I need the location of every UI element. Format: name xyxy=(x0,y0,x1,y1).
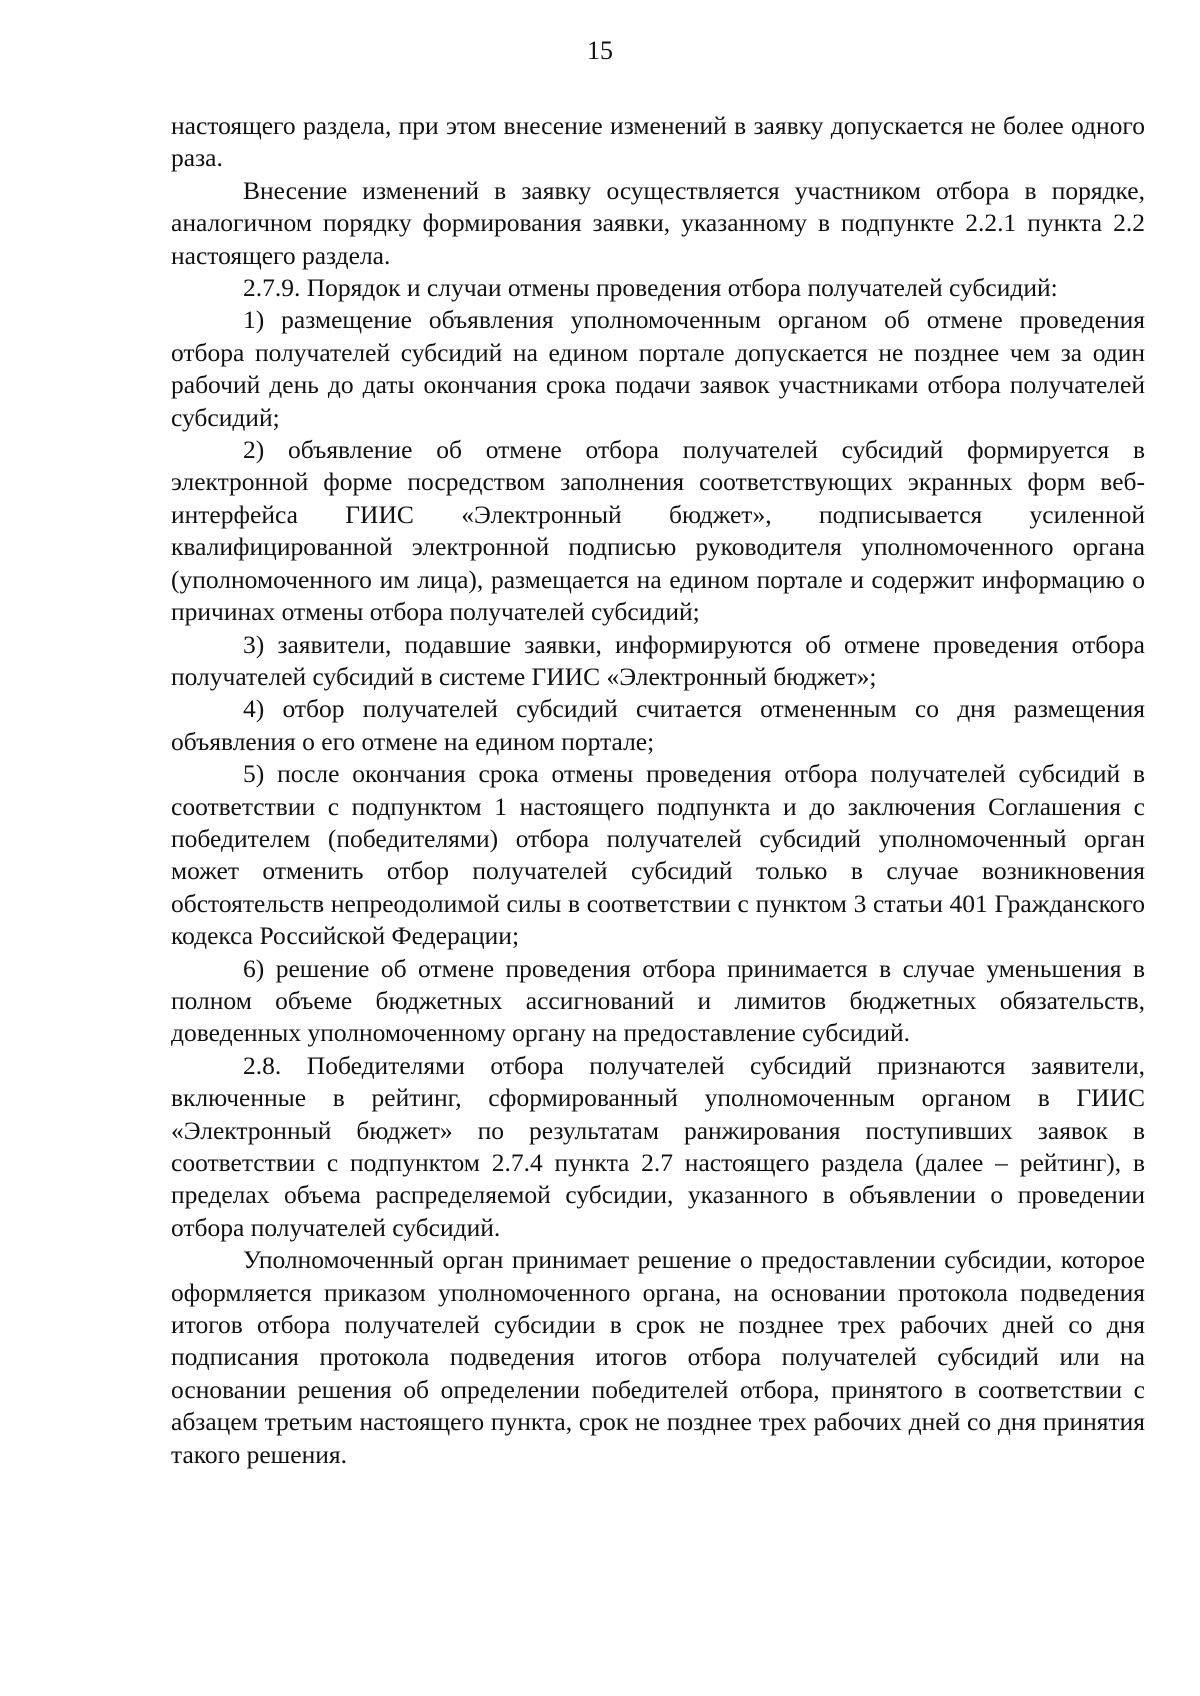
list-item-6: 6) решение об отмене проведения отбора принимается в случае уменьшения в полном объеме бюджетных ассигнований и лимитов бюджетных обязательств, доведенных уполномоченному органу на предоставление субсидий. xyxy=(171,953,1145,1048)
page-number: 15 xyxy=(587,36,613,65)
list-item-4: 4) отбор получателей субсидий считается отмененным со дня размещения объявления о его отмене на едином портале; xyxy=(171,694,1145,756)
list-item-5: 5) после окончания срока отмены проведения отбора получателей субсидий в соответствии с подпунктом 1 настоящего подпункта и до заключения Соглашения с победителем (победителями) отбора получателей субсидий уполномоченный орган может отменить отбор получателей субсидий только в случае возникновения обстоятельств непреодолимой силы в соответствии с пунктом 3 статьи 401 Гражданского кодекса Российской Федерации; xyxy=(171,759,1145,951)
paragraph-2-7-9-heading: 2.7.9. Порядок и случаи отмены проведения отбора получателей субсидий: xyxy=(243,273,1058,303)
document-body xyxy=(171,110,1145,1471)
paragraph-continuation: настоящего раздела, при этом внесение изменений в заявку допускается не более одного раза. xyxy=(171,111,1145,173)
list-item-3: 3) заявители, подавшие заявки, информируются об отмене проведения отбора получателей субсидий в системе ГИИС «Электронный бюджет»; xyxy=(171,629,1145,691)
paragraph-amendment-procedure: Внесение изменений в заявку осуществляется участником отбора в порядке, аналогичном порядку формирования заявки, указанному в подпункте 2.2.1 пункта 2.2 настоящего раздела. xyxy=(171,175,1145,270)
list-item-1: 1) размещение объявления уполномоченным органом об отмене проведения отбора получателей субсидий на едином портале допускается не позднее чем за один рабочий день до даты окончания срока подачи заявок участниками отбора получателей субсидий; xyxy=(171,305,1145,432)
paragraph-2-8: 2.8. Победителями отбора получателей субсидий признаются заявители, включенные в рейтинг, сформированный уполномоченным органом в ГИИС «Электронный бюджет» по результатам ранжирования поступивших заявок в соответствии с подпунктом 2.7.4 пункта 2.7 настоящего раздела (далее – рейтинг), в пределах объема распределяемой субсидии, указанного в объявлении о проведении отбора получателей субсидий. xyxy=(171,1050,1145,1242)
paragraph-decision: Уполномоченный орган принимает решение о предоставлении субсидии, которое оформляется приказом уполномоченного органа, на основании протокола подведения итогов отбора получателей субсидии в срок не позднее трех рабочих дней со дня подписания протокола подведения итогов отбора получателей субсидий или на основании решения об определении победителей отбора, принятого в соответствии с абзацем третьим настоящего пункта, срок не позднее трех рабочих дней со дня принятия такого решения. xyxy=(171,1245,1145,1469)
list-item-2: 2) объявление об отмене отбора получателей субсидий формируется в электронной форме посредством заполнения соответствующих экранных форм веб-интерфейса ГИИС «Электронный бюджет», подписывается усиленной квалифицированной электронной подписью руководителя уполномоченного органа (уполномоченного им лица), размещается на едином портале и содержит информацию о причинах отмены отбора получателей субсидий; xyxy=(171,435,1145,627)
